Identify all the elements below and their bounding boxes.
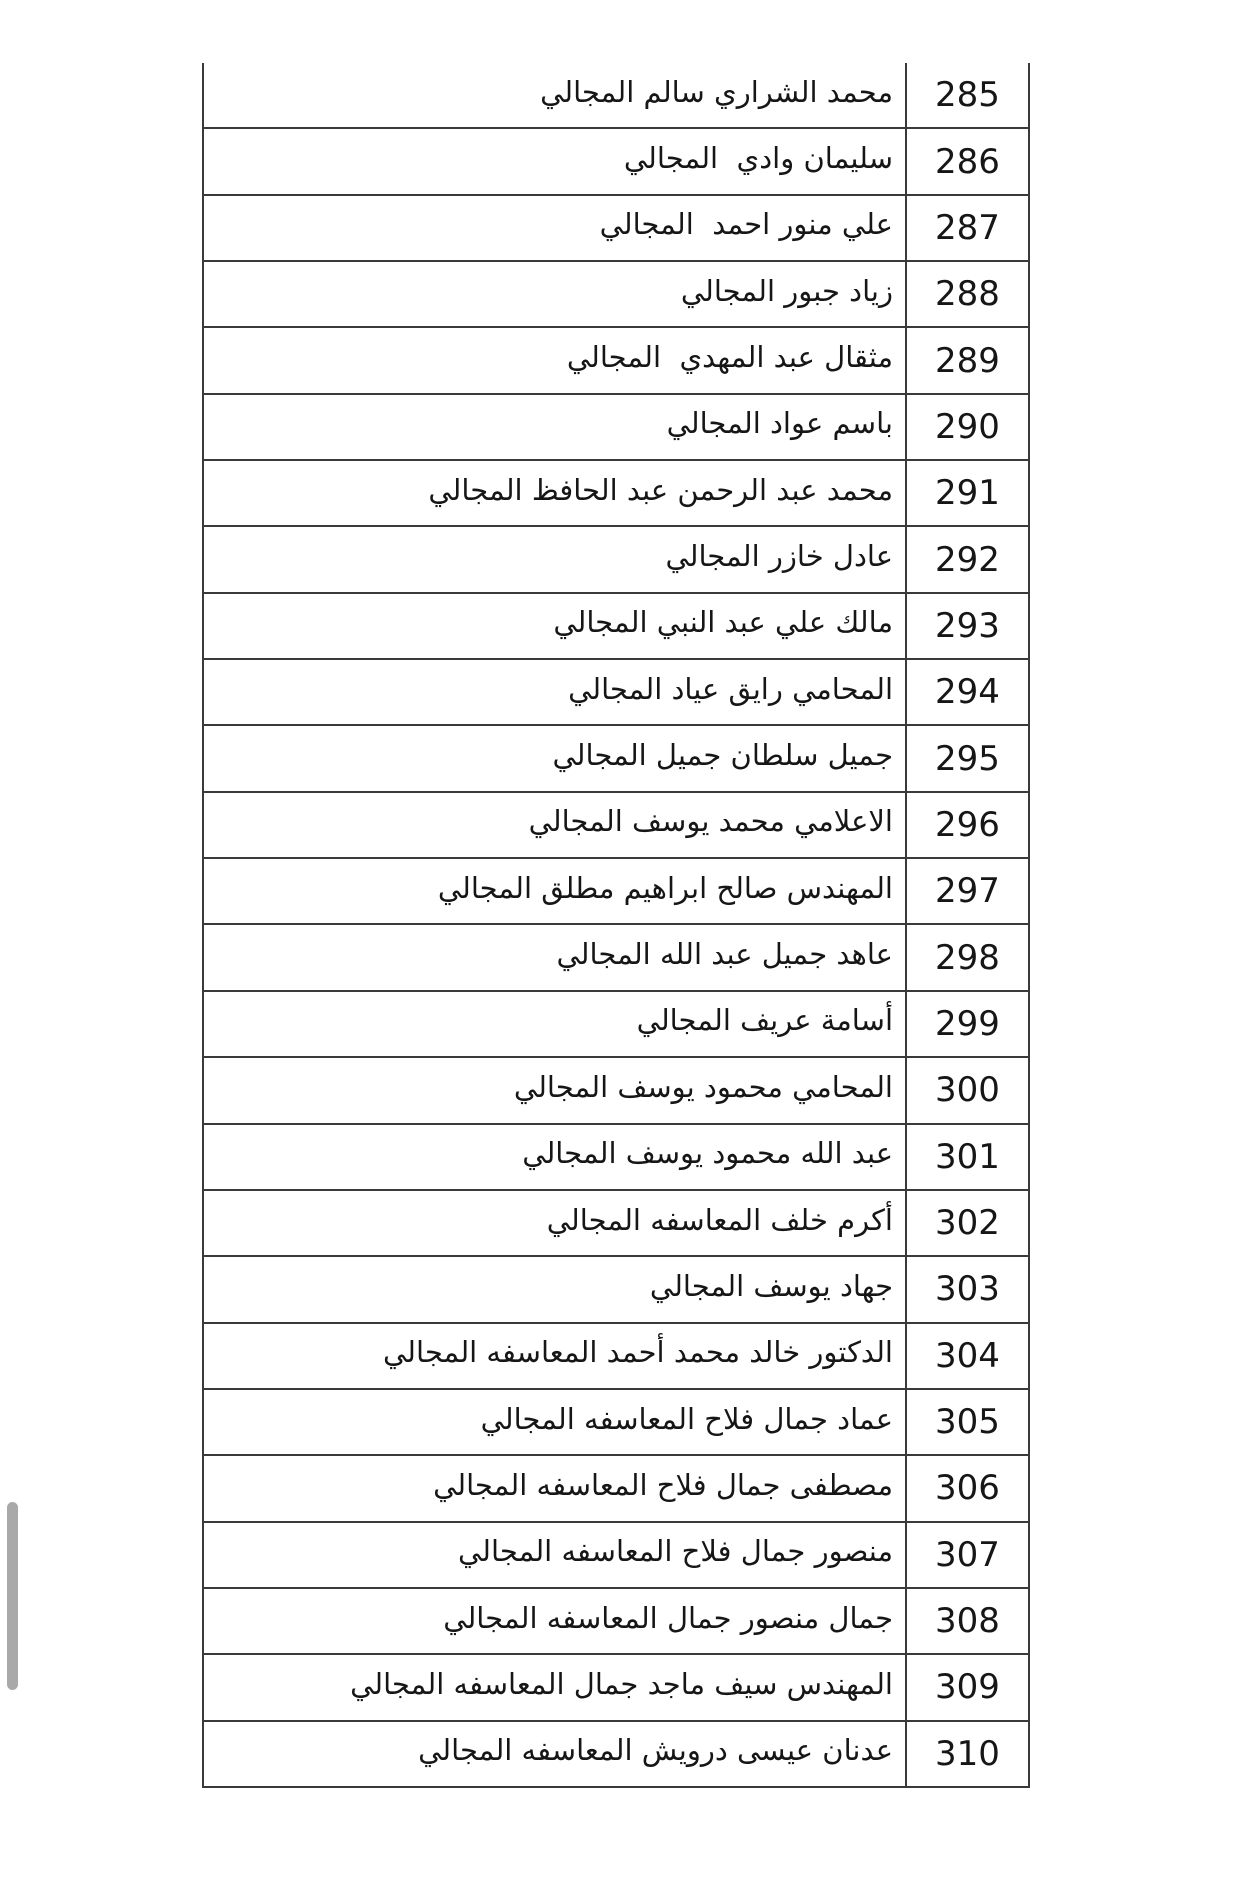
- table-row: [204, 328, 1028, 394]
- name-cell: [204, 594, 905, 658]
- name-cell: [204, 992, 905, 1056]
- names-table: [202, 63, 1030, 1788]
- row-number: 296: [935, 804, 1000, 845]
- number-cell: [905, 395, 1028, 459]
- name-cell: [204, 461, 905, 525]
- person-name: الاعلامي محمد يوسف المجالي: [528, 804, 893, 839]
- name-cell: [204, 726, 905, 790]
- number-cell: [905, 793, 1028, 857]
- row-number: 291: [935, 473, 1000, 514]
- name-cell: [204, 660, 905, 724]
- row-number: 298: [935, 937, 1000, 978]
- table-row: [204, 594, 1028, 660]
- row-number: 286: [935, 141, 1000, 182]
- row-number: 301: [935, 1136, 1000, 1177]
- person-name: المهندس صالح ابراهيم مطلق المجالي: [437, 870, 893, 905]
- row-number: 307: [935, 1534, 1000, 1575]
- table-row: [204, 1390, 1028, 1456]
- name-cell: [204, 262, 905, 326]
- row-number: 293: [935, 605, 1000, 646]
- row-number: 299: [935, 1003, 1000, 1044]
- person-name: سليمان وادي المجالي: [623, 141, 893, 176]
- person-name: عبد الله محمود يوسف المجالي: [522, 1136, 893, 1171]
- person-name: عادل خازر المجالي: [665, 539, 893, 574]
- person-name: جمال منصور جمال المعاسفه المجالي: [443, 1600, 893, 1635]
- table-row: [204, 395, 1028, 461]
- name-cell: [204, 1655, 905, 1719]
- name-cell: [204, 328, 905, 392]
- row-number: 290: [935, 406, 1000, 447]
- name-cell: [204, 63, 905, 127]
- name-cell: [204, 1324, 905, 1388]
- person-name: المحامي رايق عياد المجالي: [568, 671, 893, 706]
- table-row: [204, 1324, 1028, 1390]
- table-row: [204, 859, 1028, 925]
- name-cell: [204, 925, 905, 989]
- person-name: محمد الشراري سالم المجالي: [540, 74, 893, 109]
- row-number: 287: [935, 207, 1000, 248]
- table-row: [204, 1655, 1028, 1721]
- number-cell: [905, 726, 1028, 790]
- row-number: 289: [935, 340, 1000, 381]
- table-row: [204, 1523, 1028, 1589]
- number-cell: [905, 660, 1028, 724]
- person-name: جميل سلطان جميل المجالي: [552, 738, 893, 773]
- name-cell: [204, 1456, 905, 1520]
- person-name: عاهد جميل عبد الله المجالي: [556, 937, 893, 972]
- name-cell: [204, 1125, 905, 1189]
- name-cell: [204, 395, 905, 459]
- number-cell: [905, 925, 1028, 989]
- person-name: المهندس سيف ماجد جمال المعاسفه المجالي: [350, 1666, 893, 1701]
- person-name: محمد عبد الرحمن عبد الحافظ المجالي: [428, 472, 893, 507]
- row-number: 300: [935, 1070, 1000, 1111]
- scrollbar-thumb[interactable]: [7, 1502, 18, 1690]
- name-cell: [204, 793, 905, 857]
- person-name: المحامي محمود يوسف المجالي: [513, 1069, 893, 1104]
- number-cell: [905, 328, 1028, 392]
- person-name: مثقال عبد المهدي المجالي: [566, 340, 893, 375]
- name-cell: [204, 1257, 905, 1321]
- number-cell: [905, 1523, 1028, 1587]
- number-cell: [905, 594, 1028, 658]
- name-cell: [204, 1058, 905, 1122]
- table-row: [204, 461, 1028, 527]
- row-number: 304: [935, 1335, 1000, 1376]
- person-name: مصطفى جمال فلاح المعاسفه المجالي: [433, 1467, 893, 1502]
- table-row: [204, 660, 1028, 726]
- table-row: [204, 1257, 1028, 1323]
- row-number: 310: [935, 1733, 1000, 1774]
- number-cell: [905, 1589, 1028, 1653]
- number-cell: [905, 1125, 1028, 1189]
- table-row: [204, 63, 1028, 129]
- name-cell: [204, 1390, 905, 1454]
- person-name: أسامة عريف المجالي: [636, 1003, 893, 1038]
- name-cell: [204, 527, 905, 591]
- table-row: [204, 992, 1028, 1058]
- table-row: [204, 1456, 1028, 1522]
- name-cell: [204, 129, 905, 193]
- name-cell: [204, 859, 905, 923]
- number-cell: [905, 1456, 1028, 1520]
- table-row: [204, 925, 1028, 991]
- person-name: الدكتور خالد محمد أحمد المعاسفه المجالي: [382, 1335, 893, 1370]
- number-cell: [905, 461, 1028, 525]
- number-cell: [905, 1058, 1028, 1122]
- row-number: 288: [935, 274, 1000, 315]
- table-row: [204, 196, 1028, 262]
- number-cell: [905, 1257, 1028, 1321]
- table-row: [204, 527, 1028, 593]
- number-cell: [905, 129, 1028, 193]
- table-row: [204, 129, 1028, 195]
- number-cell: [905, 196, 1028, 260]
- number-cell: [905, 859, 1028, 923]
- row-number: 285: [935, 75, 1000, 116]
- name-cell: [204, 196, 905, 260]
- number-cell: [905, 1324, 1028, 1388]
- table-row: [204, 262, 1028, 328]
- person-name: علي منور احمد المجالي: [599, 207, 893, 242]
- table-row: [204, 793, 1028, 859]
- row-number: 303: [935, 1269, 1000, 1310]
- name-cell: [204, 1589, 905, 1653]
- name-cell: [204, 1722, 905, 1786]
- number-cell: [905, 992, 1028, 1056]
- row-number: 309: [935, 1667, 1000, 1708]
- row-number: 306: [935, 1468, 1000, 1509]
- row-number: 305: [935, 1402, 1000, 1443]
- person-name: عدنان عيسى درويش المعاسفه المجالي: [418, 1733, 893, 1768]
- table-row: [204, 726, 1028, 792]
- number-cell: [905, 262, 1028, 326]
- number-cell: [905, 527, 1028, 591]
- row-number: 297: [935, 871, 1000, 912]
- table-row: [204, 1191, 1028, 1257]
- number-cell: [905, 1191, 1028, 1255]
- table-row: [204, 1125, 1028, 1191]
- name-cell: [204, 1523, 905, 1587]
- name-cell: [204, 1191, 905, 1255]
- table-row: [204, 1589, 1028, 1655]
- person-name: جهاد يوسف المجالي: [649, 1268, 893, 1303]
- person-name: عماد جمال فلاح المعاسفه المجالي: [480, 1401, 893, 1436]
- person-name: زياد جبور المجالي: [680, 273, 893, 308]
- number-cell: [905, 1722, 1028, 1786]
- table-row: [204, 1722, 1028, 1786]
- person-name: منصور جمال فلاح المعاسفه المجالي: [458, 1534, 893, 1569]
- person-name: باسم عواد المجالي: [666, 406, 893, 441]
- number-cell: [905, 63, 1028, 127]
- person-name: أكرم خلف المعاسفه المجالي: [546, 1202, 893, 1237]
- number-cell: [905, 1655, 1028, 1719]
- number-cell: [905, 1390, 1028, 1454]
- row-number: 294: [935, 672, 1000, 713]
- row-number: 295: [935, 738, 1000, 779]
- row-number: 292: [935, 539, 1000, 580]
- table-row: [204, 1058, 1028, 1124]
- row-number: 302: [935, 1203, 1000, 1244]
- row-number: 308: [935, 1601, 1000, 1642]
- person-name: مالك علي عبد النبي المجالي: [553, 605, 893, 640]
